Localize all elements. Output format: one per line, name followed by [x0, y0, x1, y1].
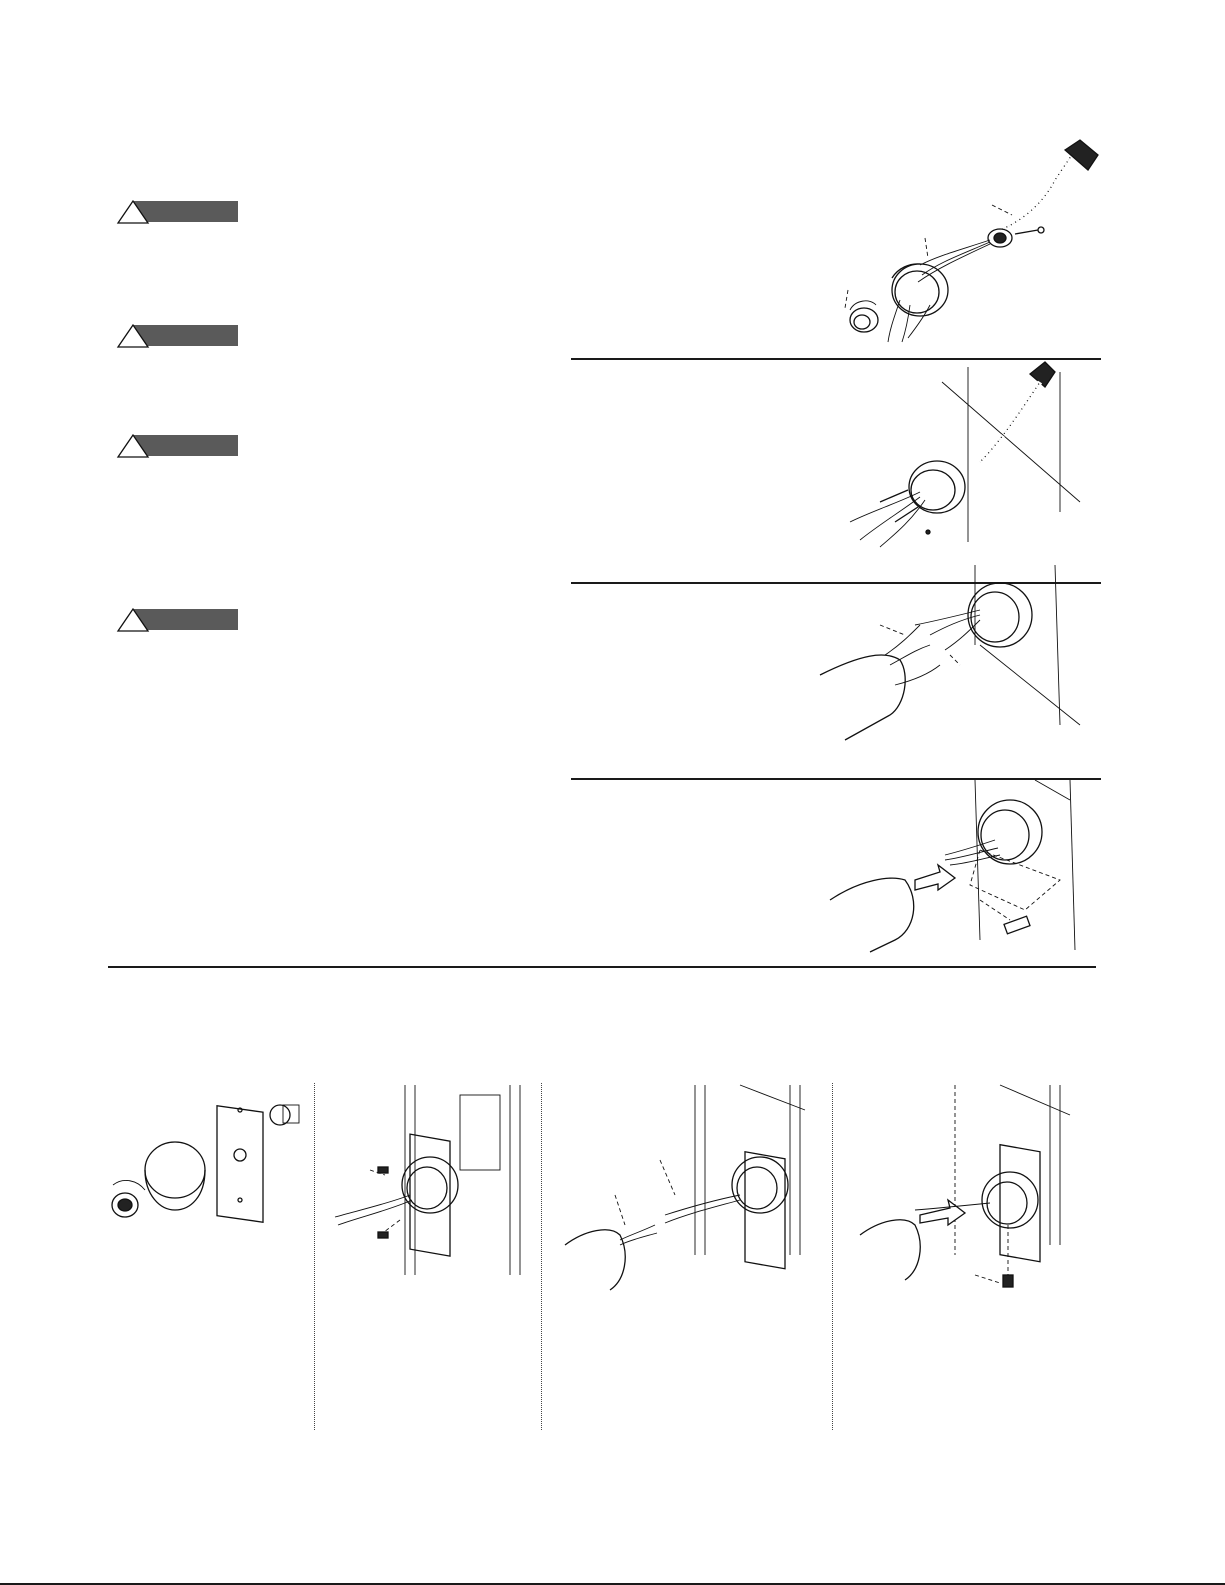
- warning-triangle-icon: [116, 433, 238, 459]
- wall-box-wiring-illustration: [565, 1085, 830, 1305]
- warning-triangle-icon: [116, 199, 238, 225]
- box-mount-to-wall-illustration: [840, 362, 1110, 552]
- final-insert-illustration: [860, 1085, 1100, 1305]
- warning-triangle-icon: [116, 607, 238, 633]
- fixture-insert-illustration: [830, 780, 1100, 960]
- parts-cover-plate-illustration: [105, 1085, 310, 1235]
- warning-badge-4: [116, 607, 238, 633]
- warning-badge-2: [116, 323, 238, 349]
- wire-connection-illustration: [820, 565, 1105, 745]
- column-separator: [314, 1083, 315, 1430]
- conduit-box-assembly-illustration: [840, 130, 1110, 355]
- column-separator: [832, 1083, 833, 1430]
- section-divider: [108, 966, 1096, 968]
- mounting-plate-illustration: [330, 1085, 535, 1275]
- warning-triangle-icon: [116, 323, 238, 349]
- column-separator: [541, 1083, 542, 1430]
- section-divider: [571, 358, 1101, 360]
- warning-badge-3: [116, 433, 238, 459]
- warning-badge-1: [116, 199, 238, 225]
